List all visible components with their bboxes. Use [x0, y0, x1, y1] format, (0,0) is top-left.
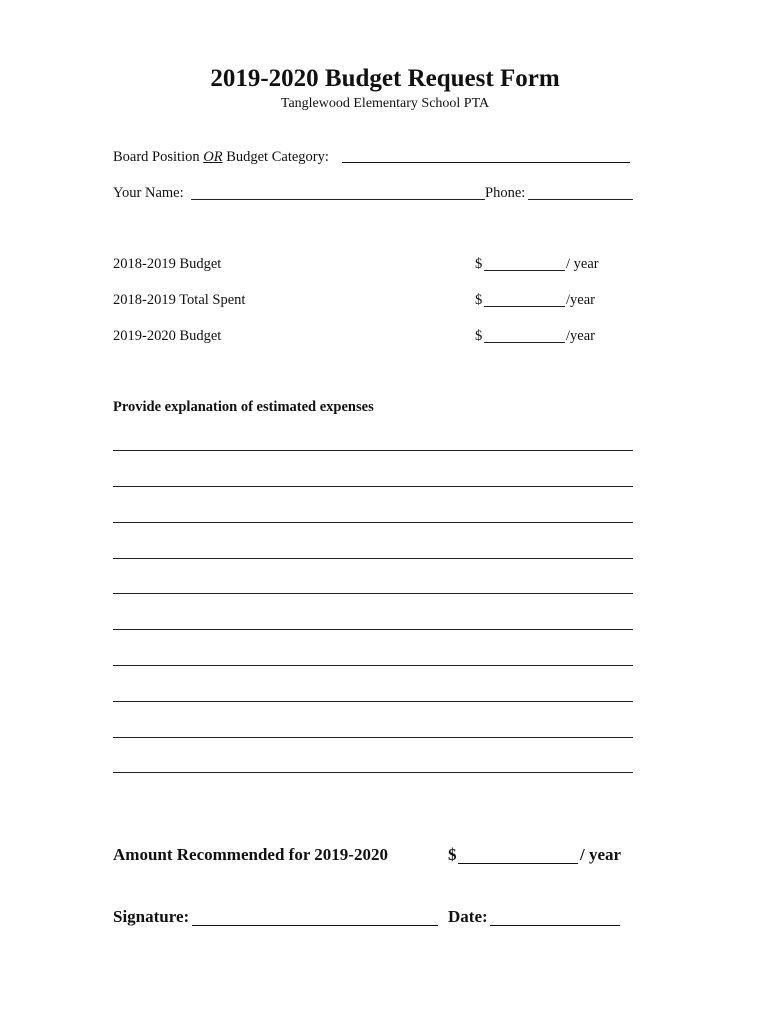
budget-row-label: 2019-2020 Budget — [113, 328, 222, 344]
your-name-field[interactable] — [191, 199, 485, 200]
date-label: Date: — [448, 907, 488, 926]
board-position-field[interactable] — [342, 162, 630, 163]
budget-row-label: 2018-2019 Total Spent — [113, 292, 246, 308]
explanation-line[interactable] — [113, 701, 633, 702]
amount-currency: $ — [448, 845, 457, 864]
phone-label: Phone: — [485, 185, 526, 201]
budget-row-currency: $ — [475, 328, 483, 344]
budget-row-unit: /year — [566, 292, 595, 308]
budget-row-label: 2018-2019 Budget — [113, 256, 222, 272]
budget-row-field[interactable] — [484, 306, 565, 307]
explanation-line[interactable] — [113, 450, 633, 451]
budget-row-currency: $ — [475, 256, 483, 272]
amount-recommended-label: Amount Recommended for 2019-2020 — [113, 845, 388, 864]
explanation-line[interactable] — [113, 486, 633, 487]
date-field[interactable] — [490, 925, 620, 926]
your-name-label: Your Name: — [113, 185, 184, 201]
explanation-line[interactable] — [113, 737, 633, 738]
phone-field[interactable] — [528, 199, 633, 200]
amount-unit: / year — [580, 845, 622, 864]
signature-label: Signature: — [113, 907, 190, 926]
board-position-suffix: Budget Category: — [222, 149, 329, 165]
explanation-line[interactable] — [113, 629, 633, 630]
explanation-line[interactable] — [113, 558, 633, 559]
budget-row-unit: / year — [566, 256, 599, 272]
budget-row-currency: $ — [475, 292, 483, 308]
board-position-prefix: Board Position — [113, 149, 204, 165]
form-title: 2019-2020 Budget Request Form — [210, 65, 560, 92]
explanation-line[interactable] — [113, 522, 633, 523]
board-position-label — [113, 148, 329, 166]
explanation-line[interactable] — [113, 665, 633, 666]
explanation-heading: Provide explanation of estimated expenses — [113, 399, 374, 415]
budget-row-unit: /year — [566, 328, 595, 344]
budget-row-field[interactable] — [484, 270, 565, 271]
amount-recommended-field[interactable] — [458, 863, 578, 864]
explanation-line[interactable] — [113, 772, 633, 773]
form-subtitle: Tanglewood Elementary School PTA — [280, 96, 490, 111]
budget-row-field[interactable] — [484, 342, 565, 343]
explanation-line[interactable] — [113, 593, 633, 594]
signature-field[interactable] — [192, 925, 438, 926]
board-position-or: OR — [203, 149, 223, 165]
